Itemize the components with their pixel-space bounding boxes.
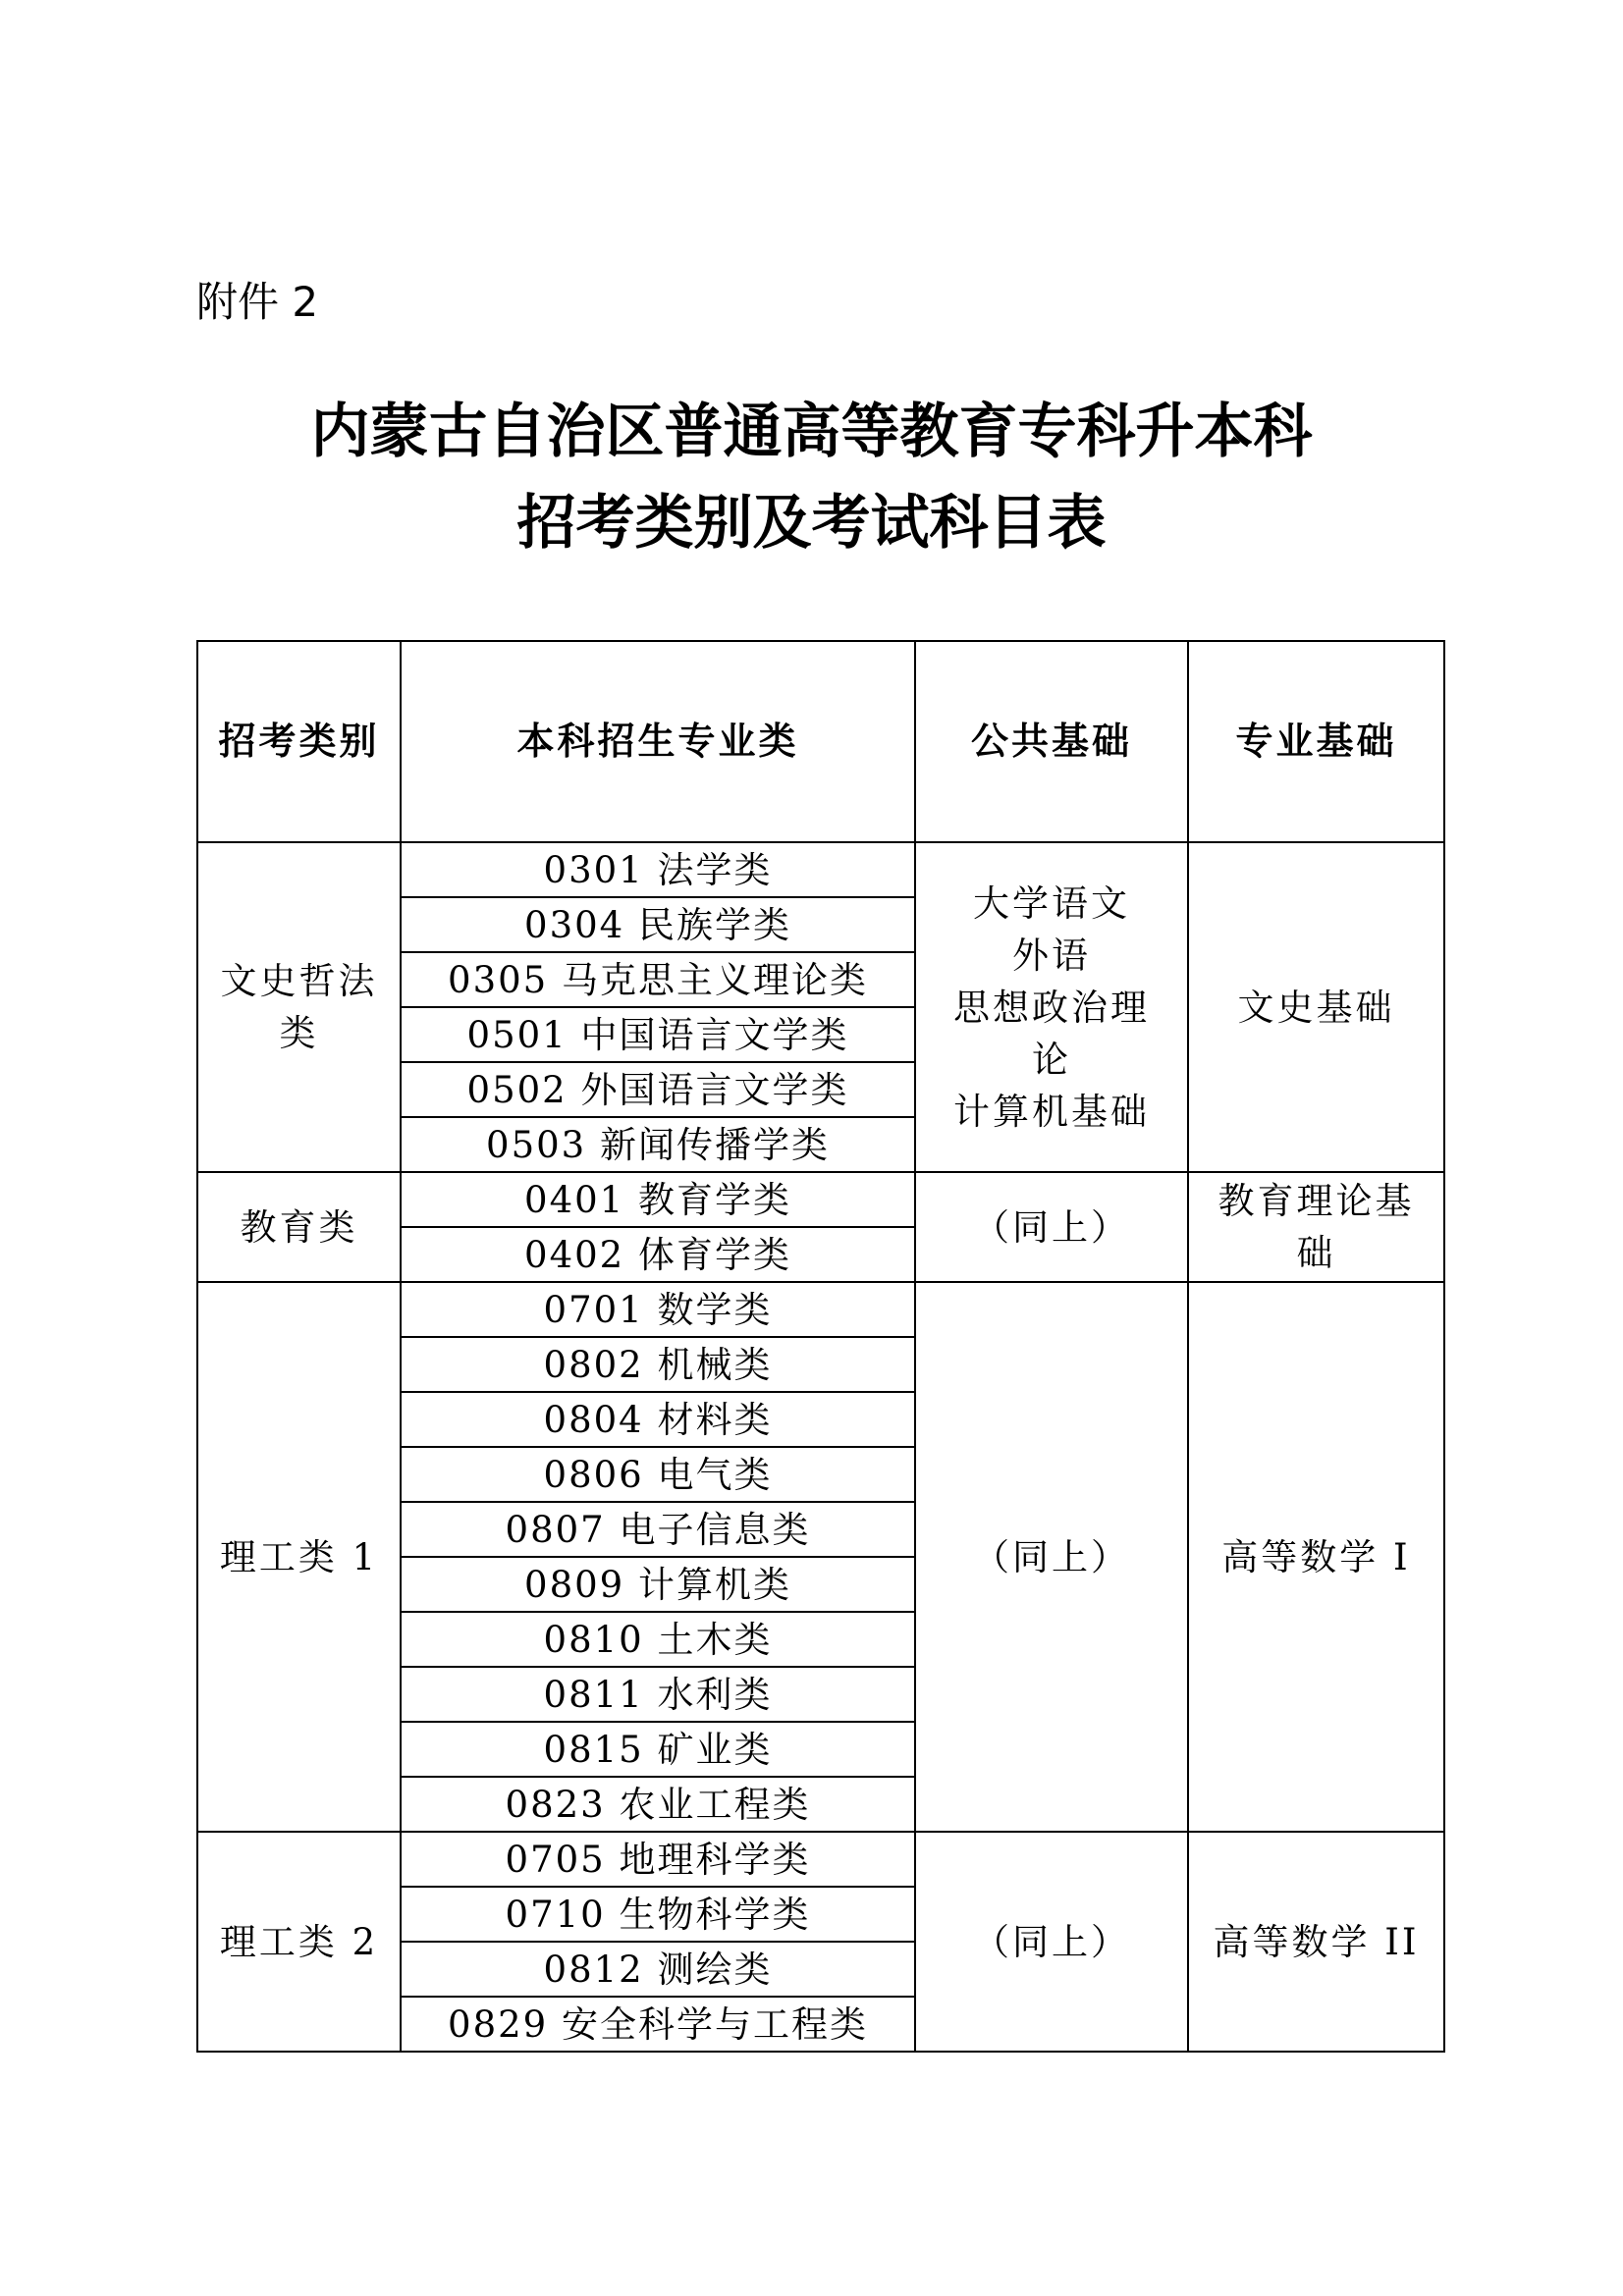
major-cell: 0807 电子信息类: [401, 1502, 915, 1557]
major-cell: 0503 新闻传播学类: [401, 1117, 915, 1172]
major-cell: 0402 体育学类: [401, 1227, 915, 1282]
category-text: 理工类 2: [219, 1920, 379, 1963]
major-cell: 0802 机械类: [401, 1337, 915, 1392]
professional-basics-cell: [1188, 1832, 1444, 2052]
header-public-basics: 公共基础: [915, 641, 1188, 842]
major-cell: 0701 数学类: [401, 1282, 915, 1337]
major-cell: 0501 中国语言文学类: [401, 1007, 915, 1062]
public-basics-text: 外语: [1012, 934, 1091, 977]
professional-basics-cell: [1188, 1282, 1444, 1832]
category-text: 文史哲法: [220, 960, 378, 1002]
professional-basics-text: 高等数学 I: [1221, 1535, 1411, 1578]
major-cell: 0705 地理科学类: [401, 1832, 915, 1887]
document-title-line-1: 内蒙古自治区普通高等教育专科升本科: [310, 398, 1313, 466]
professional-basics-cell: [1188, 842, 1444, 1172]
public-basics-text: 计算机基础: [953, 1090, 1150, 1133]
exam-subject-table: [196, 640, 1445, 2053]
public-basics-cell: [915, 1172, 1188, 1282]
major-cell: 0812 测绘类: [401, 1942, 915, 1997]
public-basics-text: （同上）: [973, 1535, 1130, 1578]
public-basics-text: 思想政治理: [953, 986, 1150, 1029]
public-basics-text: （同上）: [973, 1920, 1130, 1963]
table-header-row: [197, 641, 1444, 842]
category-cell: [197, 1282, 401, 1832]
category-cell: [197, 1832, 401, 2052]
public-basics-text: 论: [1032, 1038, 1071, 1081]
public-basics-text: 大学语文: [973, 881, 1130, 925]
major-cell: 0829 安全科学与工程类: [401, 1997, 915, 2052]
category-text: 理工类 1: [219, 1535, 379, 1578]
table-row: [197, 1832, 1444, 1887]
professional-basics-cell: [1188, 1172, 1444, 1282]
header-majors: 本科招生专业类: [401, 641, 915, 842]
major-cell: 0806 电气类: [401, 1447, 915, 1502]
major-cell: 0810 土木类: [401, 1612, 915, 1667]
public-basics-cell: [915, 842, 1188, 1172]
professional-basics-text: 础: [1296, 1232, 1336, 1274]
public-basics-cell: [915, 1832, 1188, 2052]
table-row: [197, 1172, 1444, 1227]
major-cell: 0823 农业工程类: [401, 1777, 915, 1832]
major-cell: 0304 民族学类: [401, 897, 915, 952]
major-cell: 0502 外国语言文学类: [401, 1062, 915, 1117]
table-row: [197, 842, 1444, 897]
major-cell: 0809 计算机类: [401, 1557, 915, 1612]
header-professional-basics: 专业基础: [1188, 641, 1444, 842]
category-text: 类: [279, 1012, 319, 1054]
major-cell: 0811 水利类: [401, 1667, 915, 1722]
major-cell: 0401 教育学类: [401, 1172, 915, 1227]
table-row: [197, 1282, 1444, 1337]
category-text: 教育类: [240, 1205, 358, 1249]
category-cell: [197, 1172, 401, 1282]
public-basics-cell: [915, 1282, 1188, 1832]
document-title-line-2: 招考类别及考试科目表: [516, 489, 1107, 558]
major-cell: 0710 生物科学类: [401, 1887, 915, 1942]
major-cell: 0815 矿业类: [401, 1722, 915, 1777]
major-cell: 0804 材料类: [401, 1392, 915, 1447]
public-basics-text: （同上）: [973, 1205, 1130, 1249]
major-cell: 0305 马克思主义理论类: [401, 952, 915, 1007]
professional-basics-text: 文史基础: [1237, 986, 1395, 1029]
major-cell: 0301 法学类: [401, 842, 915, 897]
header-category: 招考类别: [197, 641, 401, 842]
attachment-label: 附件 2: [196, 278, 319, 326]
professional-basics-text: 高等数学 II: [1213, 1920, 1420, 1963]
professional-basics-text: 教育理论基: [1217, 1180, 1415, 1222]
category-cell: [197, 842, 401, 1172]
